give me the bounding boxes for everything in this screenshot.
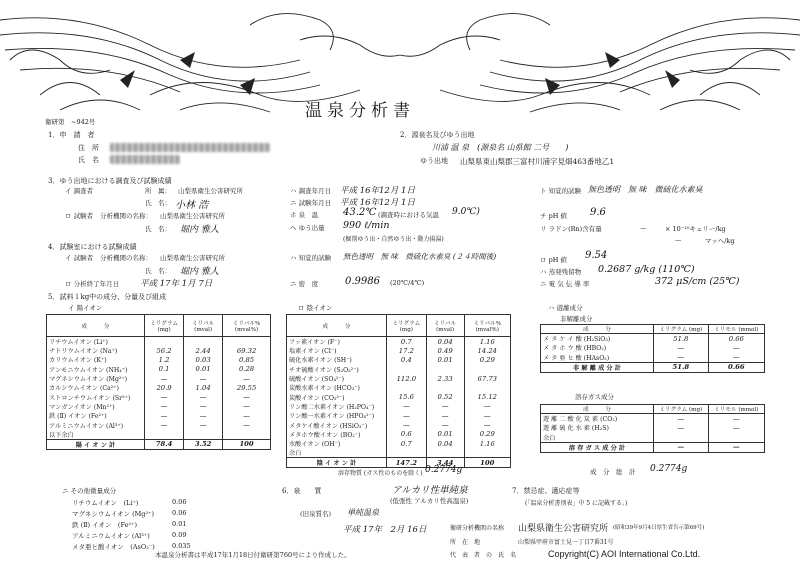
anions-row xyxy=(287,402,511,411)
anions-pct: — xyxy=(464,402,510,411)
section-1-heading: 1．申 請 者 xyxy=(48,131,95,139)
anions-pct: 67.73 xyxy=(464,374,510,383)
org-label: 衛研分析機関の名称 xyxy=(450,525,505,532)
flow-rate-label: ヘ ゆう出量 xyxy=(290,224,325,232)
cations-pct xyxy=(223,430,271,440)
analysis-end-date: 平成 17年 1月 7日 xyxy=(140,279,213,289)
solute-total: 0.2774g xyxy=(425,465,463,475)
location-value: 山梨県東山梨郡三富村川浦字見畑463番地乙1 xyxy=(460,157,615,166)
anions-row xyxy=(287,448,511,458)
minor-item-value: 0.035 xyxy=(172,542,191,550)
gases-row xyxy=(541,414,765,424)
col-mg: ミリグラム (mg) xyxy=(654,325,709,334)
anions-row xyxy=(287,355,511,364)
survey-date: 平成 16年12月 1日 xyxy=(340,186,415,196)
anions-row xyxy=(287,346,511,355)
col-component: 成 分 xyxy=(541,325,654,334)
anions-pct: 15.12 xyxy=(464,392,510,401)
cations-pct: — xyxy=(223,420,271,429)
minor-item-name: リチウムイオン (Li⁺) xyxy=(72,499,139,507)
ph-field: 9.6 xyxy=(590,207,606,218)
cations-name: アルミニウムイオン (Al³⁺) xyxy=(47,420,145,429)
anion-total-mg: 147.2 xyxy=(387,458,427,468)
col-mval: ミリバル (mval) xyxy=(184,315,223,337)
anions-pct: 14.24 xyxy=(464,346,510,355)
gas-total-row xyxy=(541,442,765,452)
spring-quality-note: (低張性 アルカリ性高温泉) xyxy=(390,497,469,505)
radon-dash-1: — xyxy=(640,224,647,232)
minor-item-value: 0.09 xyxy=(172,531,187,539)
legal-name-label: (旧泉質名) xyxy=(300,510,332,518)
cation-total-label: 陽 イ オ ン 計 xyxy=(47,439,145,449)
gases-name: 余白 xyxy=(541,433,654,443)
conductivity-label: ニ 電 気 伝 導 率 xyxy=(540,280,590,288)
cations-row xyxy=(47,355,271,364)
anions-mval: 0.04 xyxy=(426,439,464,448)
anions-mval: 0.52 xyxy=(426,392,464,401)
col-mg: ミリグラム (mg) xyxy=(145,315,184,337)
cations-mval: — xyxy=(184,411,223,420)
cation-total-row xyxy=(47,439,271,449)
cations-name: マンガンイオン (Mn²⁺) xyxy=(47,402,145,411)
surveyor-org: 山梨県衛生公害研究所 xyxy=(178,187,243,195)
cations-pct: — xyxy=(223,411,271,420)
residue-label: ハ 蒸発残留物 xyxy=(540,268,582,276)
cation-table xyxy=(46,314,271,450)
anions-pct: 0.29 xyxy=(464,355,510,364)
cations-row xyxy=(47,411,271,420)
radon-unit-mache: マッヘ/kg xyxy=(705,237,735,245)
cations-pct xyxy=(223,337,271,347)
surveyor-name-label: 氏 名： xyxy=(145,199,171,207)
cations-mg: — xyxy=(145,402,184,411)
cations-row xyxy=(47,365,271,374)
anions-row xyxy=(287,430,511,439)
cations-mg: — xyxy=(145,420,184,429)
col-mg: ミリグラム (mg) xyxy=(654,405,709,414)
undissoc-mmol: 0.66 xyxy=(708,334,764,344)
radon-dash-2: — xyxy=(675,236,682,244)
radon-unit-curie: × 10⁻¹⁰キュリー/kg xyxy=(665,225,726,233)
spring-temp: 43.2℃ xyxy=(343,207,377,218)
anions-pct: — xyxy=(464,411,510,420)
reference-number: 衛研第 ~942号 xyxy=(45,118,96,126)
survey-date-label: ハ 調査年月日 xyxy=(290,187,332,195)
tester-name-label: 氏 名： xyxy=(145,225,171,233)
anions-mg xyxy=(387,448,427,458)
section-7-note: (「温泉分析書別表」中 5 に記載する。) xyxy=(525,500,628,507)
undissoc-subheading: 非解離成分 xyxy=(560,315,593,323)
cations-pct: — xyxy=(223,374,271,383)
sensory-test: 無色透明 無 味 微硫化水素臭 xyxy=(588,185,703,194)
anion-table xyxy=(286,314,511,468)
section-5-heading: 5．試料１kg中の成分、分量及び組成 xyxy=(48,293,167,301)
cations-mg: 0.1 xyxy=(145,365,184,374)
anions-name: 炭酸水素イオン (HCO₃⁻) xyxy=(287,383,387,392)
anions-pct xyxy=(464,448,510,458)
anions-row xyxy=(287,374,511,383)
anions-mg: 0.6 xyxy=(387,430,427,439)
col-component: 成 分 xyxy=(541,405,654,414)
conductivity: 372 μS/cm (25℃) xyxy=(655,276,740,287)
anions-pct xyxy=(464,365,510,374)
anions-name: リン酸二水素イオン (H₂PO₄⁻) xyxy=(287,402,387,411)
tester-label: ロ 試験者 xyxy=(65,212,94,220)
gases-mmol: — xyxy=(708,414,764,424)
minor-item-value: 0.01 xyxy=(172,520,187,528)
gases-row xyxy=(541,423,765,432)
minor-item-name: 鉄 (Ⅱ) イオン (Fe²⁺) xyxy=(72,521,138,529)
flow-method: (掘削ゆう出・自然ゆう出・動力揚湯) xyxy=(343,236,444,243)
lab-org: 山梨県衛生公害研究所 xyxy=(160,254,225,262)
cations-row xyxy=(47,374,271,383)
anions-mval: — xyxy=(426,402,464,411)
lab-ph: 9.54 xyxy=(585,250,608,261)
anion-total-pct: 100 xyxy=(464,458,510,468)
anions-mval: 0.01 xyxy=(426,355,464,364)
surveyor-name: 小林 浩 xyxy=(175,200,209,211)
anions-mval: 0.49 xyxy=(426,346,464,355)
org-addr-label: 所 在 地 xyxy=(450,539,481,546)
applicant-name-redacted xyxy=(110,155,180,164)
anions-row xyxy=(287,392,511,401)
anions-pct xyxy=(464,383,510,392)
density: 0.9986 xyxy=(345,276,380,287)
col-mmol: ミリモル (mmol) xyxy=(708,325,764,334)
copyright: Copyright(C) AOI International Co.Ltd. xyxy=(548,549,701,559)
anions-mg: 0.4 xyxy=(387,355,427,364)
gases-mg: — xyxy=(654,414,709,424)
anions-pct: 1.16 xyxy=(464,337,510,347)
gases-mg: — xyxy=(654,423,709,432)
anions-mg: 0.7 xyxy=(387,439,427,448)
cations-mval: — xyxy=(184,402,223,411)
gases-row xyxy=(541,433,765,443)
anion-total-mval: 3.44 xyxy=(426,458,464,468)
undissoc-mg: — xyxy=(654,353,709,363)
rep-label: 代 表 者 の 氏 名 xyxy=(450,552,517,559)
section-7-heading: 7．禁忌症、適応症等 xyxy=(512,487,580,495)
col-mval: ミリバル (mval) xyxy=(426,315,464,337)
anions-row xyxy=(287,439,511,448)
anions-mval: — xyxy=(426,411,464,420)
section-3-heading: 3．ゆう出地における調査及び試験成績 xyxy=(48,177,172,185)
minor-item-name: マグネシウムイオン (Mg²⁺) xyxy=(72,510,155,518)
cations-mg: 20.9 xyxy=(145,383,184,392)
density-label: ニ 密 度 xyxy=(290,280,319,288)
anions-row xyxy=(287,365,511,374)
spring-quality: アルカリ性単純泉 xyxy=(392,485,468,496)
undissoc-total-row xyxy=(541,362,765,372)
section-6-heading: 6．泉 質 xyxy=(282,487,322,495)
lab-name-label: 氏 名： xyxy=(145,267,171,275)
lab-sensory: 無色透明 無 味 微硫化水素臭 (２４時間後) xyxy=(343,252,497,261)
minor-item-name: アルミニウムイオン (Al³⁺) xyxy=(72,532,150,540)
anions-mval: 2.33 xyxy=(426,374,464,383)
anions-mval: 0.01 xyxy=(426,430,464,439)
cations-mg: — xyxy=(145,392,184,401)
gas-table xyxy=(540,404,765,453)
org-reg-no: (昭和39年9月4日厚生省告示第69号) xyxy=(613,525,705,531)
undissoc-total-mmol: 0.66 xyxy=(708,362,764,372)
org-name: 山梨県衛生公害研究所 xyxy=(518,524,609,534)
grand-total-label: 成 分 総 計 xyxy=(590,468,636,476)
anions-name: メタケイ酸イオン (HSiO₃⁻) xyxy=(287,420,387,429)
gas-total-label: 溶 存 ガ ス 成 分 計 xyxy=(541,442,654,452)
air-temp: 9.0℃) xyxy=(452,207,480,217)
col-component: 成 分 xyxy=(47,315,145,337)
anions-row xyxy=(287,411,511,420)
cations-mval: — xyxy=(184,374,223,383)
gas-total-mg: — xyxy=(654,442,709,452)
gases-mmol: — xyxy=(708,423,764,432)
undissoc-row xyxy=(541,353,765,363)
cation-subheading: イ 陽イオン xyxy=(68,304,103,312)
radon-label: リ ラドン(Rn)含有量 xyxy=(540,225,602,233)
anions-mg: 17.2 xyxy=(387,346,427,355)
col-mvalpct: ミリバル% (mval%) xyxy=(223,315,271,337)
minor-item-value: 0.06 xyxy=(172,509,187,517)
cations-row xyxy=(47,346,271,355)
cations-pct: — xyxy=(223,402,271,411)
anions-row xyxy=(287,420,511,429)
undissoc-name: メ タ ホ ウ 酸 (HBO₂) xyxy=(541,343,654,352)
density-note: (20℃/4℃) xyxy=(390,279,425,287)
surveyor-label: イ 調査者 xyxy=(65,187,94,195)
anions-mg: — xyxy=(387,420,427,429)
document-title: 温泉分析書 xyxy=(305,101,415,121)
anion-subheading: ロ 陰イオン xyxy=(298,304,333,312)
applicant-address-label: 住 所 xyxy=(78,144,99,152)
cations-mg xyxy=(145,430,184,440)
undissoc-name: メ タ ケ イ 酸 (H₂SiO₃) xyxy=(541,334,654,344)
cation-total-pct: 100 xyxy=(223,439,271,449)
col-mg: ミリグラム (mg) xyxy=(387,315,427,337)
cations-pct: — xyxy=(223,392,271,401)
cations-mval: — xyxy=(184,392,223,401)
undissoc-table xyxy=(540,324,765,373)
cations-name: カルシウムイオン (Ca²⁺) xyxy=(47,383,145,392)
issue-date: 平成 17年 2月 16日 xyxy=(343,525,427,535)
cations-mval: — xyxy=(184,420,223,429)
cations-pct: 0.28 xyxy=(223,365,271,374)
anions-name: 塩素イオン (Cl⁻) xyxy=(287,346,387,355)
tester-name: 堀内 雅人 xyxy=(180,225,219,235)
solute-total-label: 溶存物質 (ガス性のものを除く) xyxy=(338,470,423,477)
cations-mval: 1.04 xyxy=(184,383,223,392)
undissoc-mmol: — xyxy=(708,353,764,363)
anions-pct: 0.29 xyxy=(464,430,510,439)
anions-mval xyxy=(426,383,464,392)
anions-name: 硫酸イオン (SO₄²⁻) xyxy=(287,374,387,383)
anions-pct: — xyxy=(464,420,510,429)
legal-name: 単純温泉 xyxy=(347,508,379,517)
minor-item-name: メタ亜ヒ酸イオン (AsO₂⁻) xyxy=(72,543,155,551)
applicant-address-redacted xyxy=(110,143,270,152)
undissoc-mg: — xyxy=(654,343,709,352)
cations-name: ナトリウムイオン (Na⁺) xyxy=(47,346,145,355)
undissoc-total-mg: 51.8 xyxy=(654,362,709,372)
anions-mg: 15.6 xyxy=(387,392,427,401)
cation-total-mg: 78.4 xyxy=(145,439,184,449)
anions-row xyxy=(287,383,511,392)
cations-name: 以下余白 xyxy=(47,430,145,440)
col-mmol: ミリモル (mmol) xyxy=(708,405,764,414)
anions-mval xyxy=(426,448,464,458)
section-4-heading: 4．試験室における試験成績 xyxy=(48,243,137,251)
cations-mg xyxy=(145,337,184,347)
gas-subheading: 溶存ガス成分 xyxy=(575,393,614,401)
anions-name: フッ素イオン (F⁻) xyxy=(287,337,387,347)
anions-name: 炭酸イオン (CO₃²⁻) xyxy=(287,392,387,401)
anions-name: 水酸イオン (OH⁻) xyxy=(287,439,387,448)
gases-name: 遊 離 硫 化 水 素 (H₂S) xyxy=(541,423,654,432)
cation-total-mval: 3.52 xyxy=(184,439,223,449)
cations-mval xyxy=(184,430,223,440)
cations-row xyxy=(47,392,271,401)
cations-name: リチウムイオン (Li⁺) xyxy=(47,337,145,347)
applicant-name-label: 氏 名 xyxy=(78,156,99,164)
cations-row xyxy=(47,337,271,347)
cations-pct: 0.85 xyxy=(223,355,271,364)
anions-mg: — xyxy=(387,411,427,420)
lab-tester-label: イ 試験者 xyxy=(65,254,94,262)
anions-name: チオ硫酸イオン (S₂O₃²⁻) xyxy=(287,365,387,374)
anions-name: 余白 xyxy=(287,448,387,458)
cations-mg: — xyxy=(145,374,184,383)
sensory-test-label: ト 知覚的試験 xyxy=(540,187,582,195)
lab-tester-name: 堀内 雅人 xyxy=(180,267,219,277)
org-addr: 山梨県甲府市富士見一丁目7番31号 xyxy=(518,539,614,546)
anions-mg xyxy=(387,383,427,392)
anions-name: 硫化水素イオン (SH⁻) xyxy=(287,355,387,364)
anions-mval: — xyxy=(426,420,464,429)
minor-item-value: 0.06 xyxy=(172,498,187,506)
gases-name: 遊 離 二 酸 化 炭 素 (CO₂) xyxy=(541,414,654,424)
gas-total-mmol: — xyxy=(708,442,764,452)
cations-name: マグネシウムイオン (Mg²⁺) xyxy=(47,374,145,383)
tester-org-label: 分析機関の名称： xyxy=(100,212,152,220)
test-date: 平成 16年12月 1日 xyxy=(340,198,415,208)
grand-total: 0.2774g xyxy=(650,464,688,474)
gases-mmol xyxy=(708,433,764,443)
anions-mg: 0.7 xyxy=(387,337,427,347)
anions-mg xyxy=(387,365,427,374)
residue: 0.2687 g/kg (110℃) xyxy=(598,264,695,275)
anion-total-row xyxy=(287,458,511,468)
cations-name: 鉄 (Ⅱ) イオン (Fe²⁺) xyxy=(47,411,145,420)
test-date-label: ニ 試験年月日 xyxy=(290,199,332,207)
spring-temp-label: ホ 泉 温 xyxy=(290,211,319,219)
anions-row xyxy=(287,337,511,347)
free-component-subheading: ハ 遊離成分 xyxy=(548,304,583,312)
lab-sensory-label: ハ 知覚的試験 xyxy=(290,254,332,262)
cations-pct: 29.55 xyxy=(223,383,271,392)
undissoc-total-label: 非 解 離 成 分 計 xyxy=(541,362,654,372)
air-temp-note: (調査時における気温 xyxy=(378,211,440,219)
undissoc-mg: 51.8 xyxy=(654,334,709,344)
anion-total-label: 陰 イ オ ン 計 xyxy=(287,458,387,468)
undissoc-mmol: — xyxy=(708,343,764,352)
cations-mval: 0.01 xyxy=(184,365,223,374)
flow-rate: 990 ℓ/min xyxy=(343,220,390,231)
surveyor-org-label: 所 属： xyxy=(145,187,171,195)
cations-row xyxy=(47,420,271,429)
anions-mg: — xyxy=(387,402,427,411)
analysis-end-label: ロ 分析終了年月日 xyxy=(65,280,120,288)
cations-mval: 2.44 xyxy=(184,346,223,355)
phoenix-ornament-right xyxy=(400,0,800,125)
minor-heading: ニ その他微量成分 xyxy=(62,487,117,495)
col-component: 成 分 xyxy=(287,315,387,337)
location-label: ゆう出地 xyxy=(420,157,448,165)
cations-mg: 1.2 xyxy=(145,355,184,364)
spring-name: 川浦 温 泉 (源泉名 山県館 二号 ) xyxy=(432,143,569,152)
section-2-heading: 2．源泉名及びゆう出地 xyxy=(400,131,475,139)
cations-row xyxy=(47,383,271,392)
gases-mg xyxy=(654,433,709,443)
undissoc-row xyxy=(541,343,765,352)
lab-ph-label: ロ pH 値 xyxy=(540,256,567,264)
cations-mg: — xyxy=(145,411,184,420)
anions-name: リン酸一水素イオン (HPO₄²⁻) xyxy=(287,411,387,420)
cations-row xyxy=(47,402,271,411)
footnote: 本温泉分析書は平成17年1月18日付衛研第760号により作成した。 xyxy=(155,551,351,559)
col-mvalpct: ミリバル% (mval%) xyxy=(464,315,510,337)
cations-row xyxy=(47,430,271,440)
anions-mval xyxy=(426,365,464,374)
cations-mval: 0.03 xyxy=(184,355,223,364)
anions-mg: 112.0 xyxy=(387,374,427,383)
cations-name: ストロンチウムイオン (Sr²⁺) xyxy=(47,392,145,401)
tester-org: 山梨県衛生公害研究所 xyxy=(160,212,225,220)
undissoc-row xyxy=(541,334,765,344)
anions-name: メタホウ酸イオン (BO₂⁻) xyxy=(287,430,387,439)
ph-field-label: チ pH 値 xyxy=(540,212,567,220)
anions-mval: 0.04 xyxy=(426,337,464,347)
undissoc-name: メ タ 亜 ヒ 酸 (HAsO₂) xyxy=(541,353,654,363)
cations-name: アンモニウムイオン (NH₄⁺) xyxy=(47,365,145,374)
cations-mg: 56.2 xyxy=(145,346,184,355)
cations-mval xyxy=(184,337,223,347)
cations-pct: 69.32 xyxy=(223,346,271,355)
anions-pct: 1.16 xyxy=(464,439,510,448)
lab-org-label: 分析機関の名称： xyxy=(100,254,152,262)
cations-name: カリウムイオン (K⁺) xyxy=(47,355,145,364)
